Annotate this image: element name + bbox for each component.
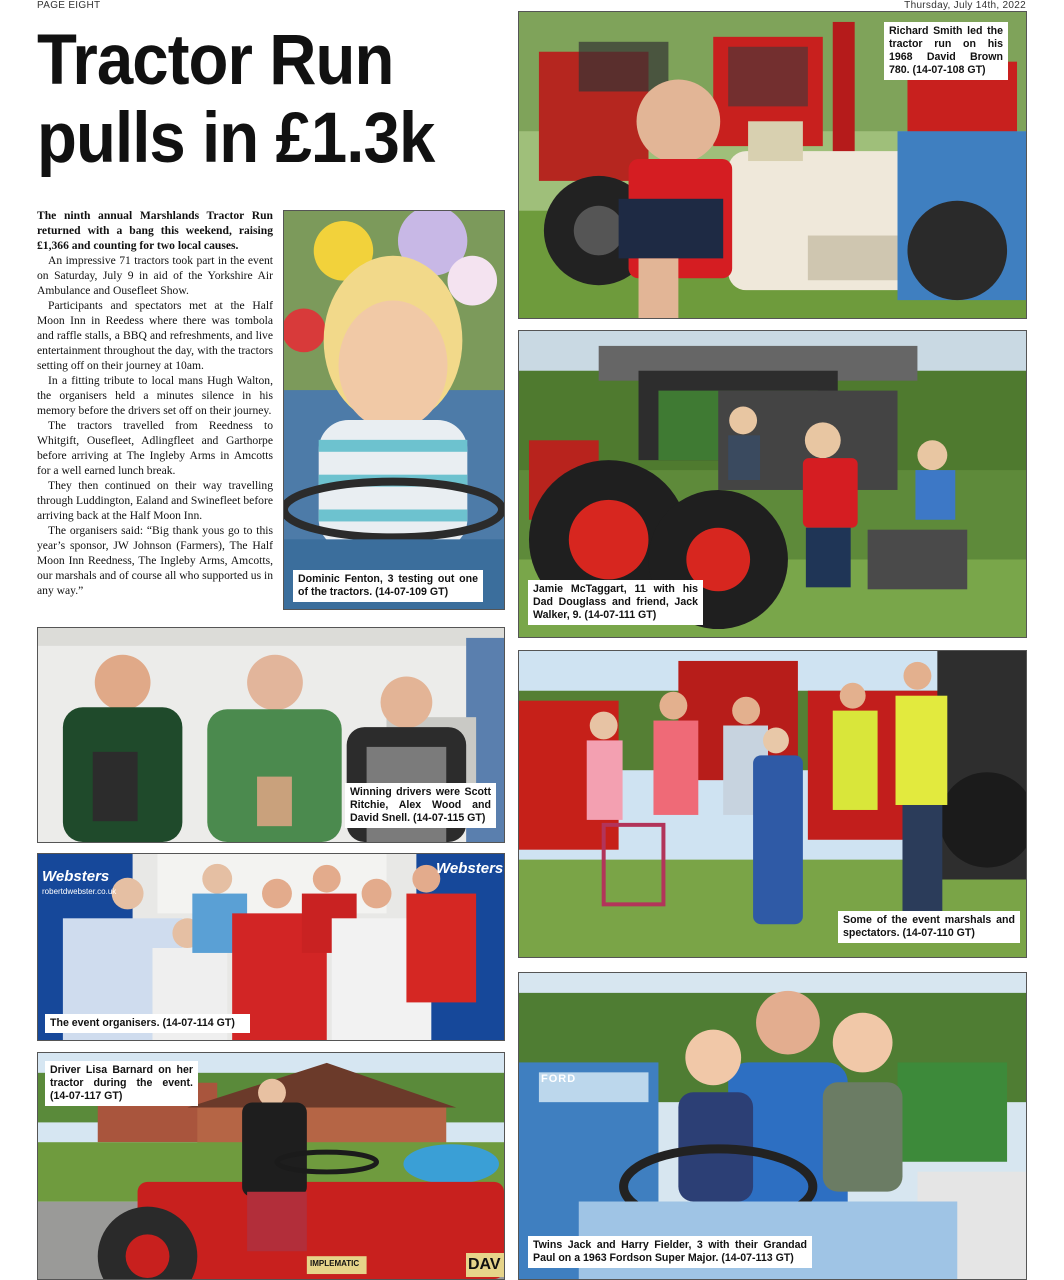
article-body [37,208,273,598]
caption-jamie-mctaggart: Jamie McTaggart, 11 with his Dad Douglass and friend, Jack Walker, 9. (14-07-111 GT) [528,580,703,625]
article-lead: The ninth annual Marshlands Tractor Run returned with a bang this weekend, raising £1,366 and counting for two local causes. [37,209,273,252]
tractor-plate-text: IMPLEMATIC [310,1259,360,1268]
article-paragraph: They then continued on their way travelling through Luddington, Ealand and Swinefleet before arriving back at the Half Moon Inn. [37,479,273,522]
article-paragraph: The tractors travelled from Reedness to Whitgift, Ousefleet, Adlingfleet and Garthorpe before arriving at The Ingleby Arms in Amcotts for a well earned lunch break. [37,419,273,477]
article-paragraph: Participants and spectators met at the Half Moon Inn in Reedess where there was tombola and raffle stalls, a BBQ and refreshments, and live entertainment throughout the day, with the tractors setting off on their journey at 10am. [37,299,273,372]
article-paragraph: The organisers said: “Big thank yous go to this year’s sponsor, JW Johnson (Farmers), The Half Moon Inn Reedness, The Ingleby Arms, Amcotts, our marshals and of course all who supported us in any way.” [37,524,274,597]
headline-line-2: pulls in £1.3k [37,99,435,178]
article-paragraph: In a fitting tribute to local mans Hugh Walton, the organisers held a minutes silence in his memory before the drivers set off on their journey. [37,374,273,417]
ford-badge: FORD [541,1073,577,1085]
issue-date: Thursday, July 14th, 2022 [904,0,1026,11]
caption-lisa-barnard: Driver Lisa Barnard on her tractor during the event. (14-07-117 GT) [45,1061,198,1106]
headline-line-1: Tractor Run [37,21,394,100]
caption-richard-smith: Richard Smith led the tractor run on his 1968 David Brown 780. (14-07-108 GT) [884,22,1008,80]
banner-websters-left: Websters [42,868,110,885]
photo-event-organisers [37,853,505,1041]
caption-event-organisers: The event organisers. (14-07-114 GT) [45,1014,250,1033]
caption-dominic-fenton: Dominic Fenton, 3 testing out one of the tractors. (14-07-109 GT) [293,570,483,602]
tractor-grille-text: DAV [466,1253,505,1277]
photo-twins-fielder [518,972,1027,1280]
caption-twins-fielder: Twins Jack and Harry Fielder, 3 with their Grandad Paul on a 1963 Fordson Super Major. (14-07-113 GT) [528,1236,812,1268]
photo-dominic-fenton [283,210,505,610]
headline [37,22,469,178]
page-number: PAGE EIGHT [37,0,101,11]
banner-websters-right: Websters [436,860,504,877]
caption-winning-drivers: Winning drivers were Scott Ritchie, Alex Wood and David Snell. (14-07-115 GT) [345,783,496,828]
banner-websters-url: robertdwebster.co.uk [42,887,117,896]
article-paragraph: An impressive 71 tractors took part in the event on Saturday, July 9 in aid of the Yorkshire Air Ambulance and Ousefleet Show. [37,254,273,297]
caption-marshals-spectators: Some of the event marshals and spectators. (14-07-110 GT) [838,911,1020,943]
